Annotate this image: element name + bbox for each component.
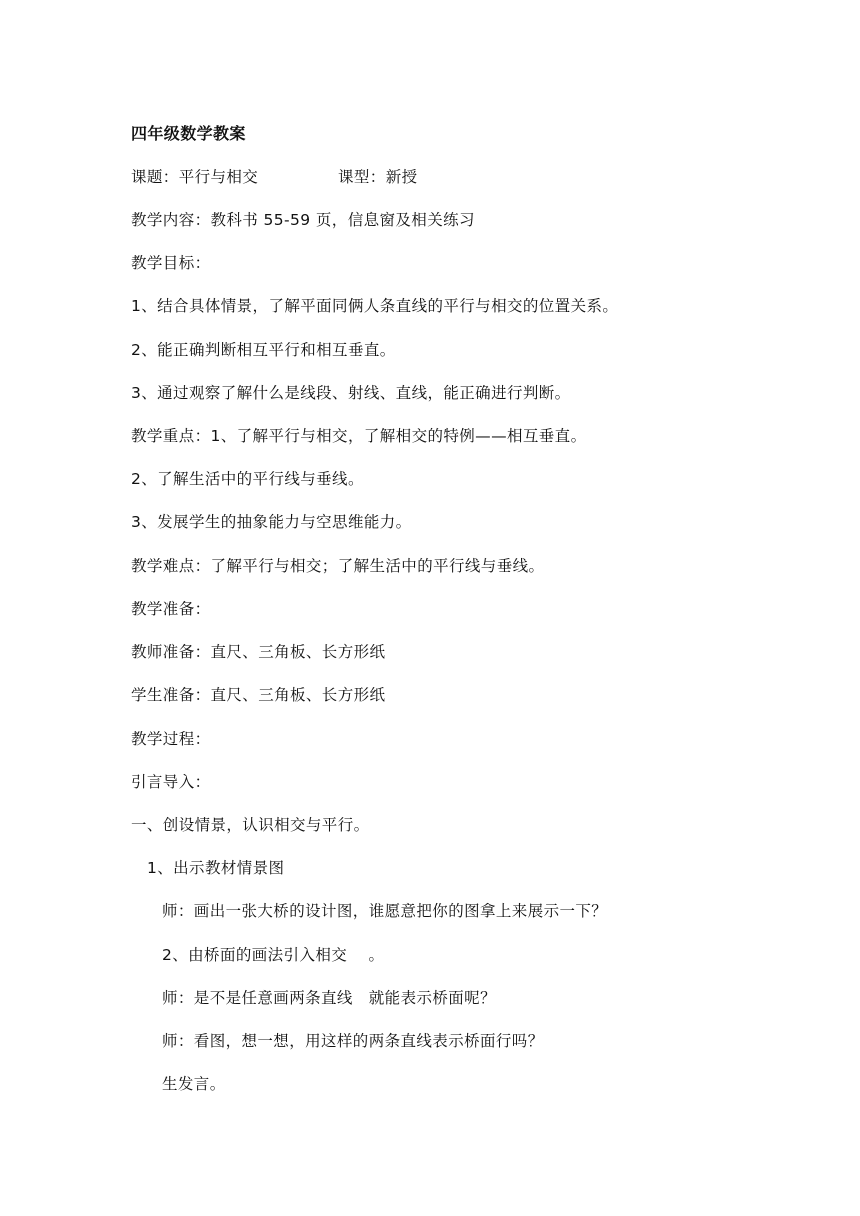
teacher-line-3: 师：看图，想一想，用这样的两条直线表示桥面行吗？: [162, 1032, 544, 1050]
goal-item-2: 2、能正确判断相互平行和相互垂直。: [131, 341, 396, 359]
key-points-line: 教学重点：1、了解平行与相交，了解相交的特例——相互垂直。: [131, 427, 587, 445]
introduction-heading: 引言导入：: [131, 773, 211, 791]
document-title: 四年级数学教案: [131, 124, 246, 143]
step-2: 2、由桥面的画法引入相交 。: [162, 946, 385, 964]
process-heading: 教学过程：: [131, 730, 211, 748]
goal-item-3: 3、通过观察了解什么是线段、射线、直线，能正确进行判断。: [131, 384, 571, 402]
teaching-goals-heading: 教学目标：: [131, 254, 211, 272]
section-one-heading: 一、创设情景，认识相交与平行。: [131, 816, 370, 834]
difficult-points: 教学难点：了解平行与相交；了解生活中的平行线与垂线。: [131, 557, 545, 575]
student-preparation: 学生准备：直尺、三角板、长方形纸: [131, 686, 386, 704]
teacher-preparation: 教师准备：直尺、三角板、长方形纸: [131, 643, 386, 661]
preparation-heading: 教学准备：: [131, 600, 211, 618]
teacher-line-1: 师：画出一张大桥的设计图，谁愿意把你的图拿上来展示一下？: [162, 902, 608, 920]
goal-item-1: 1、结合具体情景，了解平面同俩人条直线的平行与相交的位置关系。: [131, 297, 619, 315]
teacher-line-2: 师：是不是任意画两条直线 就能表示桥面呢？: [162, 989, 496, 1007]
student-response: 生发言。: [162, 1075, 226, 1093]
course-topic: 课题：平行与相交: [131, 168, 259, 186]
key-point-2: 2、了解生活中的平行线与垂线。: [131, 470, 364, 488]
teaching-content: 教学内容：教科书 55-59 页，信息窗及相关练习: [131, 211, 475, 229]
course-type: 课型：新授: [338, 168, 418, 186]
step-1: 1、出示教材情景图: [147, 859, 285, 877]
key-point-3: 3、发展学生的抽象能力与空思维能力。: [131, 513, 412, 531]
